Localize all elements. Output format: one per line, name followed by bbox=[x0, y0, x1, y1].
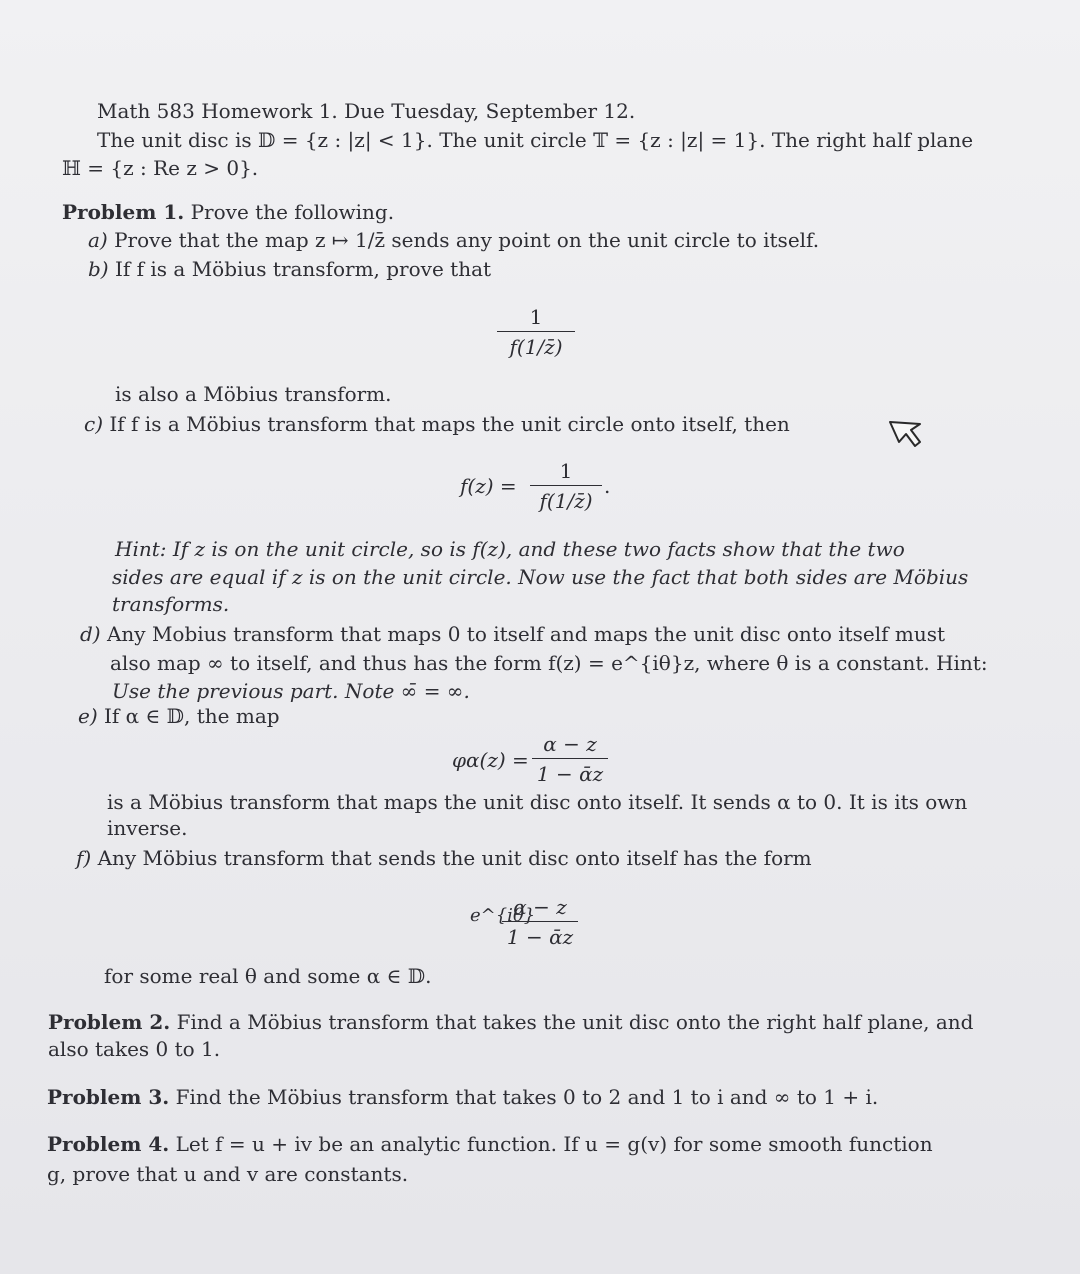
part-a bbox=[88, 227, 819, 253]
problem-4-label: Problem 4. bbox=[47, 1132, 170, 1156]
fraction-bar bbox=[530, 485, 602, 486]
problem-4-line-2: g, prove that u and v are constants. bbox=[47, 1162, 409, 1186]
definitions-line-1: The unit disc is 𝔻 = {z : |z| < 1}. The unit circle 𝕋 = {z : |z| = 1}. The right half plane bbox=[97, 128, 974, 152]
part-b bbox=[88, 256, 491, 282]
fraction-bar bbox=[502, 921, 578, 922]
part-c-text: If f is a Möbius transform that maps the unit circle onto itself, then bbox=[109, 412, 790, 436]
part-c-hint-line-1: Hint: If z is on the unit circle, so is f(z), and these two facts show that the two bbox=[115, 537, 905, 561]
problem-1-label: Problem 1. bbox=[62, 200, 185, 224]
part-c-fraction bbox=[530, 458, 602, 514]
part-c-eq-end: . bbox=[604, 474, 611, 498]
problem-3 bbox=[47, 1084, 878, 1110]
part-f-eq-prefix: e^{iθ} bbox=[470, 905, 536, 926]
part-b-text: If f is a Möbius transform, prove that bbox=[114, 257, 492, 281]
part-e-denominator: 1 − ᾱz bbox=[536, 762, 604, 786]
part-b-after: is also a Möbius transform. bbox=[115, 382, 392, 406]
part-f-text: Any Möbius transform that sends the unit disc onto itself has the form bbox=[97, 846, 812, 870]
part-f-after: for some real θ and some α ∈ 𝔻. bbox=[104, 964, 432, 988]
part-f-label: f) bbox=[76, 846, 92, 870]
part-b-label: b) bbox=[88, 257, 109, 281]
part-e-numerator: α − z bbox=[543, 732, 597, 756]
part-f-numerator: α − z bbox=[513, 895, 567, 919]
part-e-eq-lhs: φα(z) = bbox=[452, 748, 529, 772]
part-e-label: e) bbox=[78, 704, 98, 728]
problem-4 bbox=[47, 1131, 933, 1157]
homework-title: Math 583 Homework 1. Due Tuesday, September 12. bbox=[97, 99, 636, 123]
part-c-numerator: 1 bbox=[559, 459, 573, 483]
problem-4-line-1: Let f = u + iv be an analytic function. If u = g(v) for some smooth function bbox=[175, 1132, 933, 1156]
part-e-text: If α ∈ 𝔻, the map bbox=[104, 704, 280, 728]
part-c-label: c) bbox=[84, 412, 104, 436]
problem-1-heading bbox=[62, 199, 394, 225]
problem-2-label: Problem 2. bbox=[48, 1010, 171, 1034]
fraction-bar bbox=[532, 758, 608, 759]
part-b-denominator: f(1/z̄) bbox=[509, 335, 563, 359]
part-a-label: a) bbox=[88, 228, 108, 252]
part-e-after-line-2: inverse. bbox=[107, 816, 188, 840]
part-d-label: d) bbox=[80, 622, 101, 646]
part-b-fraction bbox=[497, 304, 575, 360]
part-d-line-3: Use the previous part. Note ∞̄ = ∞. bbox=[112, 679, 470, 703]
part-c-eq-lhs: f(z) = bbox=[460, 474, 517, 498]
problem-2 bbox=[48, 1009, 974, 1035]
part-c-denominator: f(1/z̄) bbox=[539, 489, 593, 513]
definitions-line-2: ℍ = {z : Re z > 0}. bbox=[62, 156, 259, 180]
part-e-after-line-1: is a Möbius transform that maps the unit disc onto itself. It sends α to 0. It is its own bbox=[107, 790, 968, 814]
problem-3-label: Problem 3. bbox=[47, 1085, 170, 1109]
part-c bbox=[84, 411, 790, 437]
part-f-denominator: 1 − ᾱz bbox=[506, 925, 574, 949]
part-c-hint-line-3: transforms. bbox=[112, 592, 230, 616]
part-e bbox=[78, 703, 280, 729]
problem-2-line-2: also takes 0 to 1. bbox=[48, 1037, 221, 1061]
part-f-fraction bbox=[502, 894, 578, 950]
problem-3-text: Find the Möbius transform that takes 0 to 2 and 1 to i and ∞ to 1 + i. bbox=[175, 1085, 879, 1109]
problem-1-intro: Prove the following. bbox=[190, 200, 395, 224]
part-b-numerator: 1 bbox=[529, 305, 543, 329]
part-d-line-2: also map ∞ to itself, and thus has the form f(z) = e^{iθ}z, where θ is a constant. Hint: bbox=[110, 651, 988, 675]
part-d bbox=[80, 621, 945, 647]
mouse-pointer-icon bbox=[886, 416, 924, 450]
part-e-fraction bbox=[532, 731, 608, 787]
part-f bbox=[76, 845, 812, 871]
part-d-line-1: Any Mobius transform that maps 0 to itself and maps the unit disc onto itself must bbox=[106, 622, 946, 646]
part-c-hint-line-2: sides are equal if z is on the unit circle. Now use the fact that both sides are Möbius bbox=[112, 565, 969, 589]
fraction-bar bbox=[497, 331, 575, 332]
part-a-text: Prove that the map z ↦ 1/z̄ sends any point on the unit circle to itself. bbox=[114, 228, 820, 252]
problem-2-line-1: Find a Möbius transform that takes the unit disc onto the right half plane, and bbox=[176, 1010, 974, 1034]
